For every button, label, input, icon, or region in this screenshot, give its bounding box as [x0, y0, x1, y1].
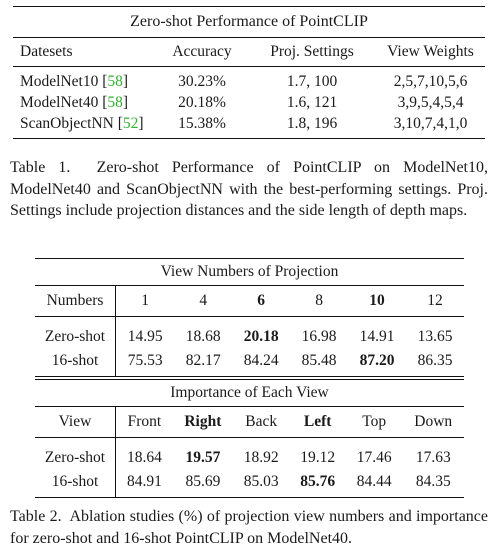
accuracy-cell: 20.18% [178, 94, 226, 111]
caption-label: Table 2. [10, 508, 62, 525]
accuracy-cell: 15.38% [178, 115, 226, 132]
section-title-view-importance: Importance of Each View [170, 384, 329, 401]
column-header: 8 [315, 292, 323, 309]
bottom-rule [35, 497, 464, 498]
value-cell: 18.92 [243, 449, 279, 466]
column-header: Left [303, 413, 332, 430]
row-label: Zero-shot [44, 449, 106, 466]
value-cell: 84.35 [415, 473, 451, 490]
value-cell: 85.48 [301, 352, 337, 369]
value-cell: 84.44 [356, 473, 392, 490]
header-datasets: Datesets [20, 43, 73, 60]
column-header: Back [245, 413, 278, 430]
view-numbers-header-row [35, 286, 464, 317]
table-row [35, 317, 464, 350]
view-numbers-grid [35, 286, 464, 376]
dataset-name: ModelNet40 [20, 94, 99, 111]
column-header: 1 [141, 292, 149, 309]
dataset-name: ScanObjectNN [20, 115, 114, 132]
row-label: 16-shot [51, 352, 99, 369]
view-weights-cell: 3,9,5,4,5,4 [397, 94, 464, 111]
citation-link[interactable]: 58 [107, 73, 123, 90]
caption-label: Table 1. [10, 159, 71, 176]
table-1-grid [13, 38, 485, 66]
caption-text: Ablation studies (%) of projection view numbers and importance for zero-shot and 16-shot PointCLIP on ModelNet40. [10, 508, 488, 547]
table-row: ModelNet10 [58] 30.23% 1.7, 100 2,5,7,10,5,6 [13, 67, 485, 92]
table-1-body [13, 67, 485, 138]
column-header: 12 [427, 292, 443, 309]
table-1-header-row [13, 38, 485, 66]
section-title-view-numbers: View Numbers of Projection [160, 263, 339, 280]
column-header: Right [184, 413, 222, 430]
value-cell: 14.95 [127, 328, 163, 345]
view-weights-cell: 3,10,7,4,1,0 [393, 115, 468, 132]
value-cell: 17.63 [415, 449, 451, 466]
caption-text: Zero-shot Performance of PointCLIP on ModelNet10, ModelNet40 and ScanObjectNN with the best-performing settings. Proj. Settings include projection distances and the side length of depth maps. [10, 159, 488, 219]
value-cell: 19.12 [300, 449, 336, 466]
table-row [35, 349, 464, 376]
header-view-weights: View Weights [387, 43, 474, 60]
value-cell: 87.20 [359, 352, 395, 369]
value-cell: 84.24 [243, 352, 279, 369]
column-header: Down [414, 413, 453, 430]
table-row [35, 438, 464, 471]
table-row: ScanObjectNN [52] 15.38% 1.8, 196 3,10,7,4,1,0 [13, 113, 485, 138]
value-cell: 14.91 [359, 328, 395, 345]
value-cell: 13.65 [417, 328, 453, 345]
column-header: 10 [369, 292, 385, 309]
value-cell: 85.69 [185, 473, 221, 490]
header-accuracy: Accuracy [172, 43, 232, 60]
view-importance-header-row [35, 407, 464, 438]
value-cell: 19.57 [185, 449, 221, 466]
table-2 [35, 258, 464, 498]
table-1-title: Zero-shot Performance of PointCLIP [130, 13, 368, 30]
value-cell: 82.17 [185, 352, 221, 369]
row-header-label: Numbers [46, 292, 104, 309]
dataset-name: ModelNet10 [20, 73, 99, 90]
citation-link[interactable]: 58 [107, 94, 123, 111]
value-cell: 16.98 [301, 328, 337, 345]
column-header: 4 [199, 292, 208, 309]
table-1 [13, 6, 485, 139]
value-cell: 84.91 [126, 473, 162, 490]
proj-settings-cell: 1.8, 196 [286, 115, 338, 132]
value-cell: 85.03 [243, 473, 279, 490]
value-cell: 85.76 [300, 473, 336, 490]
row-label: 16-shot [51, 473, 99, 490]
citation-link[interactable]: 52 [122, 115, 139, 132]
table-row [35, 470, 464, 497]
table-row: ModelNet40 [58] 20.18% 1.6, 121 3,9,5,4,5,4 [13, 92, 485, 113]
bottom-rule [13, 138, 485, 139]
value-cell: 20.18 [243, 328, 279, 345]
column-header: Front [127, 413, 162, 430]
row-label: Zero-shot [44, 328, 106, 345]
value-cell: 18.68 [185, 328, 221, 345]
value-cell: 17.46 [356, 449, 392, 466]
table-2-caption [10, 506, 488, 549]
header-proj-settings: Proj. Settings [270, 43, 354, 60]
value-cell: 18.64 [126, 449, 162, 466]
proj-settings-cell: 1.7, 100 [286, 73, 338, 90]
row-header-label: View [58, 413, 92, 430]
proj-settings-cell: 1.6, 121 [286, 94, 338, 111]
view-importance-grid [35, 407, 464, 497]
column-header: 6 [257, 292, 266, 309]
column-header: Top [362, 413, 387, 430]
value-cell: 75.53 [127, 352, 163, 369]
table-1-caption [10, 157, 488, 222]
value-cell: 86.35 [417, 352, 453, 369]
accuracy-cell: 30.23% [178, 73, 226, 90]
view-weights-cell: 2,5,7,10,5,6 [393, 73, 468, 90]
